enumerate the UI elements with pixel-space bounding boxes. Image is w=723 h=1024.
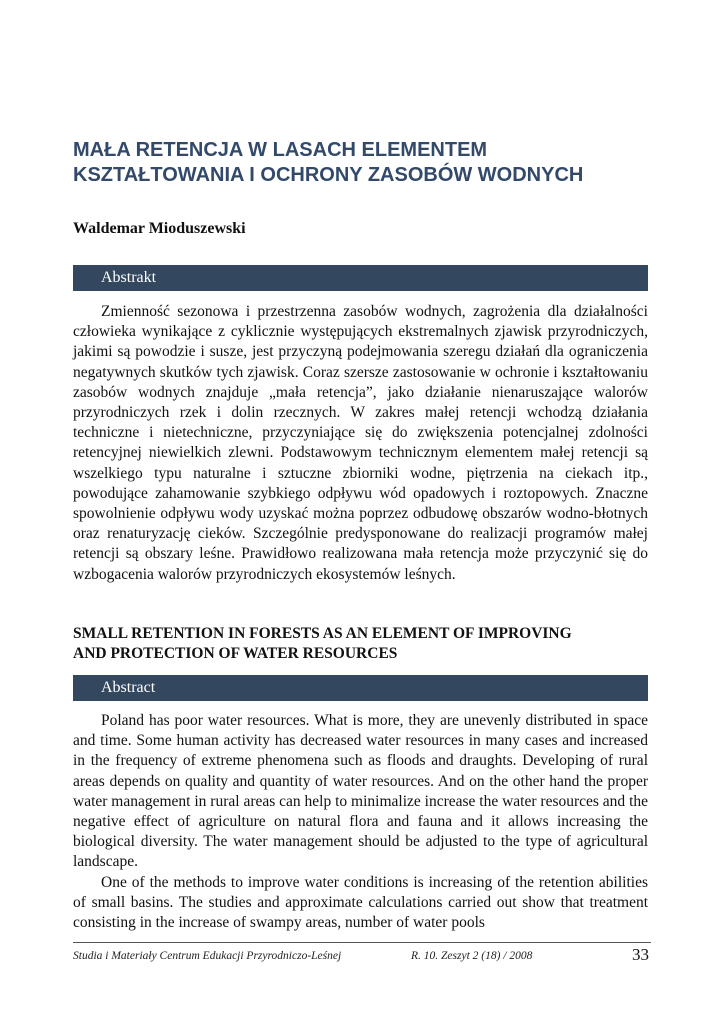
article-title-line-2: KSZTAŁTOWANIA I OCHRONY ZASOBÓW WODNYCH — [73, 164, 584, 186]
author-name: Waldemar Mioduszewski — [73, 220, 246, 237]
abstract-en-body — [73, 711, 648, 933]
footer-journal: Studia i Materiały Centrum Edukacji Przyrodniczo-Leśnej — [73, 950, 342, 962]
english-title — [73, 624, 653, 664]
abstract-en-paragraph-1: Poland has poor water resources. What is more, they are unevenly distributed in space and time. Some human activity has decreased water resources in many cases and increased in the frequency of extreme phenomena such as floods and draughts. Developing of rural areas depends on quality and quantity of water resources. And on the other hand the proper water management in rural areas can help to minimalize increase the water resources and the negative effect of agriculture on natural flora and fauna and it allows increasing the biological diversity. The water management should be adjusted to the type of agricultural landscape. — [73, 712, 648, 871]
article-title-line-1: MAŁA RETENCJA W LASACH ELEMENTEM — [73, 139, 488, 161]
footer-divider — [73, 942, 651, 943]
footer-issue: R. 10. Zeszyt 2 (18) / 2008 — [411, 950, 533, 962]
page-number: 33 — [632, 945, 649, 964]
abstract-pl-heading: Abstrakt — [101, 269, 157, 286]
abstract-en-paragraph-2: One of the methods to improve water conditions is increasing of the retention abilities of small basins. The studies and approximate calculations carried out show that treatment consisting in the increase of swampy areas, number of water pools — [73, 873, 648, 932]
abstract-en-heading-bar — [73, 675, 648, 701]
abstract-en-heading: Abstract — [101, 679, 156, 696]
abstract-pl-paragraph: Zmienność sezonowa i przestrzenna zasobów wodnych, zagrożenia dla działalności człowieka wynikające z cyklicznie występujących ekstremalnych zjawisk przyrodniczych, jakimi są powodzie i susze, jest przyczyną podejmowania szeregu działań dla ograniczenia negatywnych skutków tych zjawisk. Coraz szersze zastosowanie w ochronie i kształtowaniu zasobów wodnych znajduje „mała retencja”, jako działanie nienaruszające walorów przyrodniczych rzek i dolin rzecznych. W zakres małej retencji wchodzą działania techniczne i nietechniczne, przyczyniające się do zwiększenia potencjalnej zdolności retencyjnej niewielkich zlewni. Podstawowym technicznym elementem małej retencji są wszelkiego typu naturalne i sztuczne zbiorniki wodne, piętrzenia na ciekach itp., powodujące zahamowanie szybkiego odpływu wód opadowych i roztopowych. Znaczne spowolnienie odpływu wody uzyskać można poprzez odbudowę obszarów wodno-błotnych oraz renaturyzację cieków. Szczególnie predysponowane do realizacji programów małej retencji są obszary leśne. Prawidłowo realizowana mała retencja może przyczynić się do wzbogacenia walorów przyrodniczych ekosystemów leśnych. — [73, 303, 648, 583]
abstract-pl-body — [73, 302, 648, 585]
english-title-line-1: SMALL RETENTION IN FORESTS AS AN ELEMENT OF IMPROVING — [73, 625, 572, 642]
article-title — [73, 138, 653, 188]
abstract-pl-heading-bar — [73, 265, 648, 291]
english-title-line-2: AND PROTECTION OF WATER RESOURCES — [73, 645, 398, 662]
